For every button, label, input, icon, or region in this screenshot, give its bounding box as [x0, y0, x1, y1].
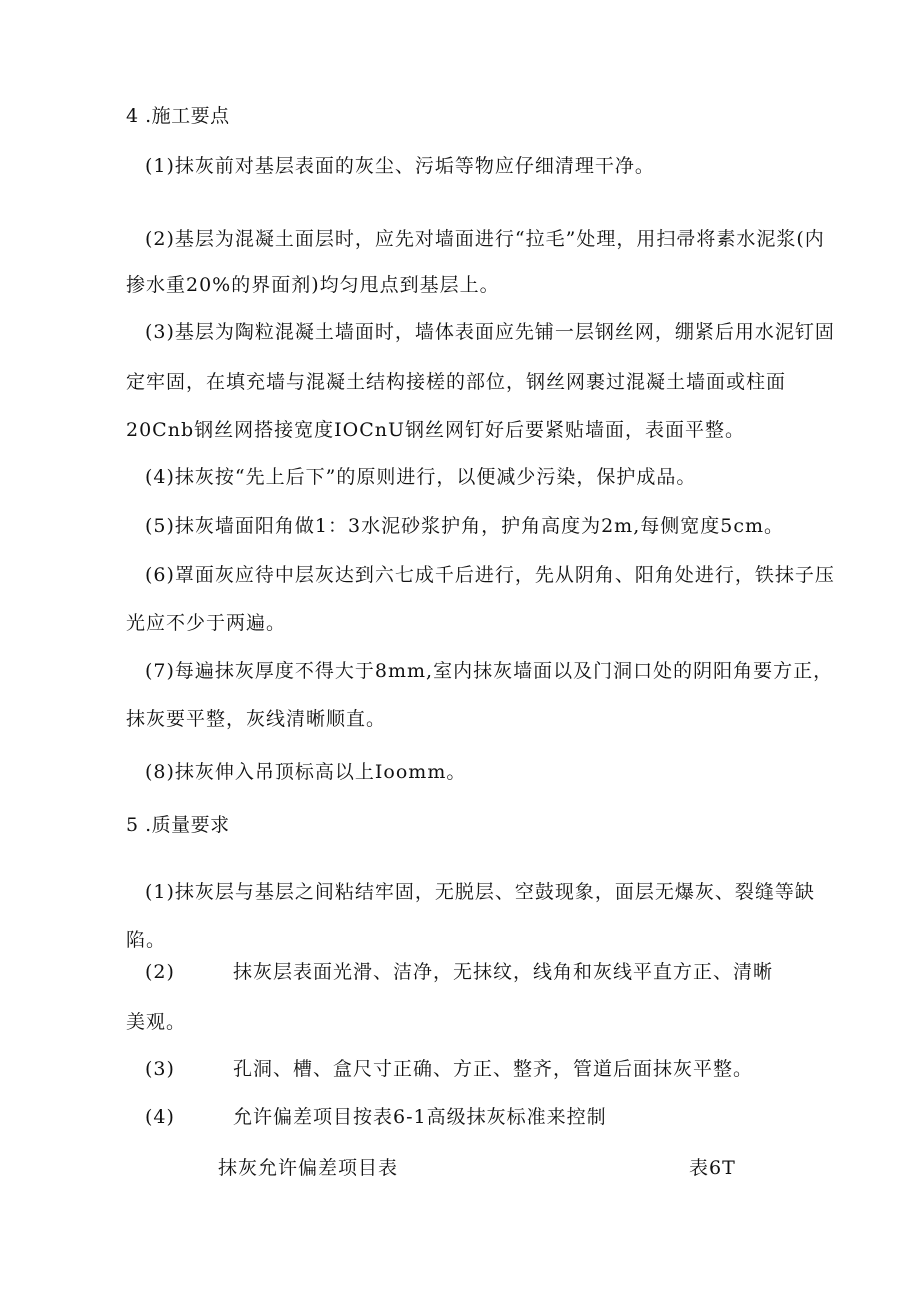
- item-4-2-line-2: 掺水重20%的界面剂)均匀甩点到基层上。: [126, 274, 500, 296]
- section-5-heading: 5 .质量要求: [126, 814, 230, 836]
- item-5-4-number: (4): [145, 1106, 175, 1128]
- item-4-3-line-2: 定牢固，在填充墙与混凝土结构接槎的部位，钢丝网裹过混凝土墙面或柱面: [126, 371, 787, 393]
- item-5-2-continuation: 美观。: [126, 1011, 187, 1033]
- item-4-4-line-1: (4)抹灰按“先上后下”的原则进行，以便减少污染，保护成品。: [145, 466, 697, 488]
- item-4-5-line-1: (5)抹灰墙面阳角做1：3水泥砂浆护角，护角高度为2m,每侧宽度5cm。: [145, 515, 784, 537]
- table-caption-number: 表6T: [689, 1157, 736, 1179]
- item-5-2-number: (2): [145, 961, 175, 983]
- item-4-6-line-2: 光应不少于两遍。: [126, 612, 287, 634]
- item-4-6-line-1: (6)罩面灰应待中层灰达到六七成千后进行，先从阴角、阳角处进行，铁抹子压: [145, 564, 835, 586]
- item-4-7-line-2: 抹灰要平整，灰线清晰顺直。: [126, 708, 387, 730]
- item-4-3-line-1: (3)基层为陶粒混凝土墙面时，墙体表面应先铺一层钢丝网，绷紧后用水泥钉固: [145, 321, 835, 343]
- item-5-4-text: 允许偏差项目按表6-1高级抹灰标准来控制: [233, 1106, 607, 1128]
- item-4-7-line-1: (7)每遍抹灰厚度不得大于8mm,室内抹灰墙面以及门洞口处的阴阳角要方正，: [145, 660, 834, 682]
- section-4-heading: 4 .施工要点: [126, 105, 230, 127]
- item-4-2-line-1: (2)基层为混凝土面层时，应先对墙面进行“拉毛”处理，用扫帚将素水泥浆(内: [145, 228, 825, 250]
- table-caption-title: 抹灰允许偏差项目表: [218, 1157, 399, 1179]
- item-5-3-text: 孔洞、槽、盒尺寸正确、方正、整齐，管道后面抹灰平整。: [233, 1058, 754, 1080]
- item-5-1-line-1: (1)抹灰层与基层之间粘结牢固，无脱层、空鼓现象，面层无爆灰、裂缝等缺: [145, 881, 815, 903]
- item-5-1-line-2: 陷。: [126, 929, 167, 951]
- item-5-2-text: 抹灰层表面光滑、洁净，无抹纹，线角和灰线平直方正、清晰: [233, 961, 774, 983]
- item-4-1-line-1: (1)抹灰前对基层表面的灰尘、污垢等物应仔细清理干净。: [145, 155, 655, 177]
- item-5-3-number: (3): [145, 1058, 175, 1080]
- item-4-3-line-3: 20Cnb钢丝网搭接宽度IOCnU钢丝网钉好后要紧贴墙面，表面平整。: [126, 419, 745, 441]
- item-4-8-line-1: (8)抹灰伸入吊顶标高以上Ioomm。: [145, 761, 467, 783]
